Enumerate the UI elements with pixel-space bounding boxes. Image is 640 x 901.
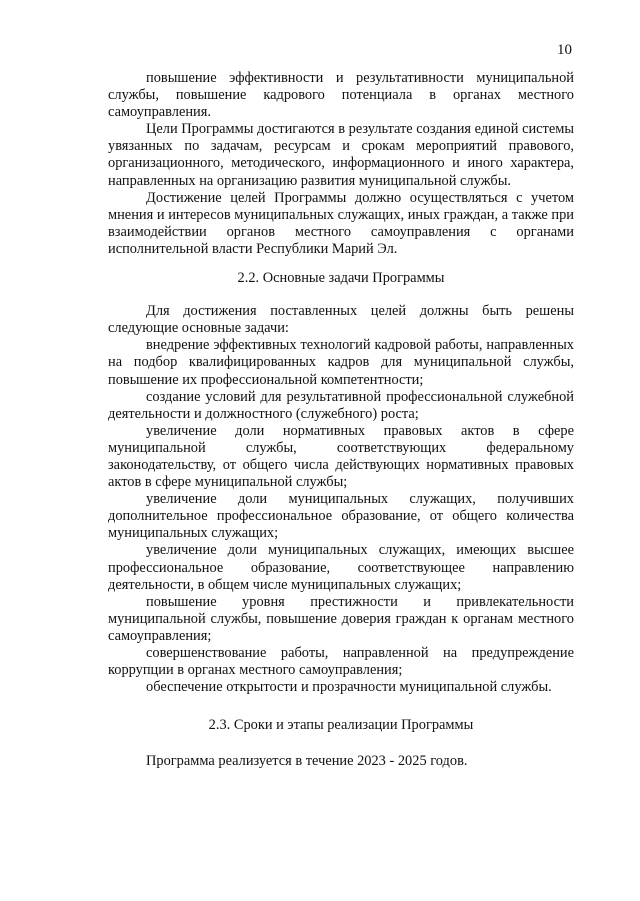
task-item-6: повышение уровня престижности и привлекательности муниципальной службы, повышение доверия граждан к органам местного самоуправления; [108, 593, 574, 644]
intro-paragraph-2: Цели Программы достигаются в результате создания единой системы увязанных по задачам, ресурсам и срокам мероприятий правового, организационного, методического, информационного и иного характера, направленных на организацию развития муниципальной службы. [108, 121, 574, 189]
task-item-5: увеличение доли муниципальных служащих, имеющих высшее профессиональное образование, соответствующее направлению деятельности, в общем числе муниципальных служащих; [108, 542, 574, 593]
task-item-2: создание условий для результативной профессиональной служебной деятельности и должностного (служебного) роста; [108, 388, 574, 422]
intro-paragraph-3: Достижение целей Программы должно осуществляться с учетом мнения и интересов муниципальных служащих, иных граждан, а также при взаимодействии органов местного самоуправления с органами исполнительной власти Республики Марий Эл. [108, 189, 574, 257]
section-heading-2-3: 2.3. Сроки и этапы реализации Программы [208, 717, 474, 734]
page-number: 10 [557, 42, 572, 58]
intro-paragraph-1: повышение эффективности и результативности муниципальной службы, повышение кадрового потенциала в органах местного самоуправления. [108, 70, 574, 121]
task-item-4: увеличение доли муниципальных служащих, получивших дополнительное профессиональное образование, от общего количества муниципальных служащих; [108, 491, 574, 542]
program-period-text: Программа реализуется в течение 2023 - 2025 годов. [146, 753, 468, 770]
task-item-1: внедрение эффективных технологий кадровой работы, направленных на подбор квалифицированных кадров для муниципальной службы, повышение их профессиональной компетентности; [108, 337, 574, 388]
section-heading-2-2: 2.2. Основные задачи Программы [237, 270, 445, 287]
tasks-intro: Для достижения поставленных целей должны быть решены следующие основные задачи: [108, 303, 574, 337]
task-item-8: обеспечение открытости и прозрачности муниципальной службы. [146, 679, 552, 696]
task-item-7: совершенствование работы, направленной на предупреждение коррупции в органах местного самоуправления; [108, 645, 574, 679]
task-item-3: увеличение доли нормативных правовых актов в сфере муниципальной службы, соответствующих федеральному законодательству, от общего числа действующих нормативных правовых актов в сфере муниципальной службы; [108, 422, 574, 491]
document-body [108, 70, 574, 770]
